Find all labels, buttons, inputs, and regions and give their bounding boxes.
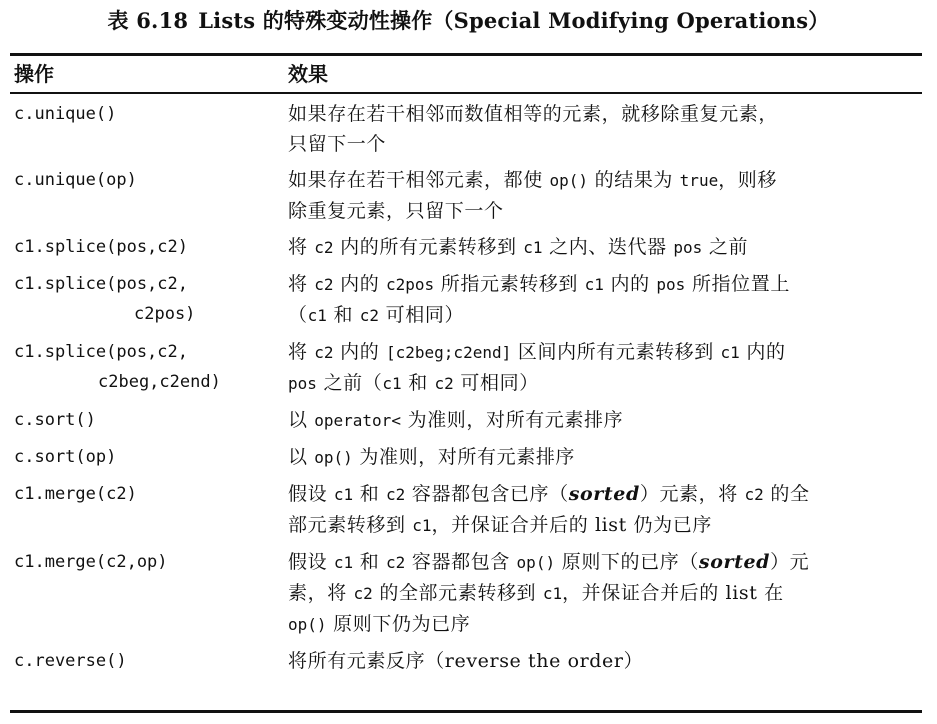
operation-cell <box>10 646 288 676</box>
code-text: c2 <box>314 238 334 257</box>
code-text: c2 <box>314 343 334 362</box>
effect-text: 除重复元素，只留下一个 <box>288 200 504 222</box>
operation-cell <box>10 232 288 262</box>
operation-cell <box>10 442 288 472</box>
effect-text: 内的所有元素转移到 <box>333 236 524 258</box>
effect-cell <box>288 442 922 473</box>
effect-text: 只留下一个 <box>288 133 387 155</box>
table-row <box>10 402 922 439</box>
effect-text: ）元素，将 <box>639 483 745 505</box>
effect-line <box>288 405 918 436</box>
operation-text: c.sort(op) <box>14 447 117 467</box>
code-text: c1 <box>584 275 604 294</box>
code-text: op() <box>516 553 556 572</box>
table-header-rule <box>10 92 922 94</box>
table-caption-number: 表 6.18 <box>107 8 189 33</box>
effect-cell <box>288 165 922 226</box>
table-top-rule <box>10 53 922 56</box>
effect-text: 为准则，对所有元素排序 <box>352 446 576 468</box>
code-text: pos <box>288 374 317 393</box>
effect-text: （ <box>288 304 308 326</box>
effect-text: 部元素转移到 <box>288 514 413 536</box>
code-text: c2 <box>744 485 764 504</box>
effect-line <box>288 300 918 331</box>
operation-cell <box>10 547 288 577</box>
effect-text: ，并保证合并后的 list 在 <box>562 582 784 604</box>
effect-text: 内的 <box>333 273 386 295</box>
effect-text: 原则下的已序（ <box>555 551 699 573</box>
header-operation: 操作 <box>14 62 54 86</box>
operation-cell <box>10 337 288 397</box>
effect-text: 可相同） <box>453 372 539 394</box>
effect-cell <box>288 646 922 676</box>
table-bottom-rule <box>10 710 922 713</box>
effect-line <box>288 165 918 196</box>
operation-text: c1.merge(c2) <box>14 484 137 504</box>
effect-text: 内的 <box>333 341 386 363</box>
effect-line <box>288 99 918 129</box>
effect-cell <box>288 337 922 399</box>
effect-text: 之内、迭代器 <box>542 236 674 258</box>
effect-cell <box>288 269 922 331</box>
code-text: op() <box>549 171 588 190</box>
code-text: c1 <box>523 238 543 257</box>
code-text: c2 <box>434 374 454 393</box>
effect-text: 容器都包含 <box>405 551 517 573</box>
effect-text: ，则移 <box>718 169 778 191</box>
code-text: [c2beg;c2end] <box>386 343 512 362</box>
effect-text: 和 <box>353 483 386 505</box>
operation-text: c.unique(op) <box>14 170 137 190</box>
header-effect: 效果 <box>288 62 328 86</box>
effect-text: 容器都包含已序（ <box>405 483 569 505</box>
effect-text: 之前（ <box>316 372 383 394</box>
effect-line <box>288 129 918 159</box>
effect-text: sorted <box>698 551 771 573</box>
code-text: op() <box>288 615 327 634</box>
effect-text: 和 <box>353 551 386 573</box>
effect-line <box>288 510 918 541</box>
effect-cell <box>288 232 922 263</box>
effect-text: ）元 <box>770 551 810 573</box>
operation-cell <box>10 479 288 509</box>
effect-text: 原则下仍为已序 <box>326 613 471 635</box>
effect-line <box>288 368 918 399</box>
code-text: c1 <box>382 374 402 393</box>
effect-text: 和 <box>401 372 435 394</box>
effect-text: 的全 <box>763 483 810 505</box>
effect-text: 假设 <box>288 483 334 505</box>
table-row <box>10 96 922 162</box>
code-text: op() <box>314 448 353 467</box>
effect-line <box>288 337 918 368</box>
code-text: c2 <box>386 485 406 504</box>
effect-line <box>288 196 918 226</box>
effect-text: 将 <box>288 341 315 363</box>
effect-cell <box>288 405 922 436</box>
effect-text: 的全部元素转移到 <box>372 582 543 604</box>
table-row <box>10 266 922 334</box>
table-header-row <box>10 57 922 91</box>
operation-text: c1.splice(pos,c2) <box>14 237 188 257</box>
code-text: true <box>679 171 719 190</box>
table-caption <box>0 6 937 36</box>
table-row <box>10 334 922 402</box>
effect-text: 将 <box>288 273 315 295</box>
code-text: pos <box>673 238 703 257</box>
effect-text: 如果存在若干相邻而数值相等的元素，就移除重复元素， <box>288 103 779 125</box>
effect-text: 将所有元素反序（reverse the order） <box>288 650 644 672</box>
effect-text: ，并保证合并后的 list 仍为已序 <box>431 514 712 536</box>
operation-text: c2beg,c2end) <box>98 372 221 392</box>
code-text: c2 <box>359 306 380 325</box>
operation-cell <box>10 405 288 435</box>
table-row <box>10 544 922 643</box>
operation-text: c.sort() <box>14 410 96 430</box>
operation-text: c1.merge(c2,op) <box>14 552 168 572</box>
operation-cell <box>10 99 288 129</box>
effect-cell <box>288 99 922 159</box>
effect-line <box>288 609 918 640</box>
operation-cell <box>10 165 288 195</box>
code-text: c2 <box>353 584 373 603</box>
effect-text: 素，将 <box>288 582 354 604</box>
effect-text: 如果存在若干相邻元素，都使 <box>288 169 550 191</box>
effect-line <box>288 479 918 510</box>
effect-text: 将 <box>288 236 315 258</box>
effect-line <box>288 547 918 578</box>
table-row <box>10 162 922 229</box>
table-row <box>10 439 922 476</box>
code-text: c2 <box>386 553 406 572</box>
operation-cell <box>10 269 288 329</box>
code-text: c2 <box>314 275 334 294</box>
effect-text: 可相同） <box>379 304 465 326</box>
operation-text: c.unique() <box>14 104 117 124</box>
operation-text: c.reverse() <box>14 651 127 671</box>
effect-text: 为准则，对所有元素排序 <box>400 409 624 431</box>
table-row <box>10 229 922 266</box>
operation-text: c1.splice(pos,c2, <box>14 274 188 294</box>
effect-cell <box>288 479 922 541</box>
effect-line <box>288 442 918 473</box>
effect-line <box>288 578 918 609</box>
code-text: c1 <box>542 584 563 603</box>
effect-line <box>288 646 918 676</box>
code-text: c1 <box>720 343 740 362</box>
code-text: c2pos <box>386 275 435 294</box>
code-text: c1 <box>333 485 354 504</box>
code-text: c1 <box>412 516 432 535</box>
effect-text: 所指元素转移到 <box>434 273 585 295</box>
code-text: c1 <box>333 553 354 572</box>
effect-text: 假设 <box>288 551 334 573</box>
effect-text: 内的 <box>603 273 657 295</box>
effect-text: 以 <box>288 409 315 431</box>
effect-text: 以 <box>288 446 315 468</box>
code-text: operator< <box>314 411 401 430</box>
table-row <box>10 476 922 544</box>
table-caption-text: Lists 的特殊变动性操作（Special Modifying Operations） <box>198 8 830 33</box>
table-row <box>10 643 922 679</box>
code-text: c1 <box>307 306 327 325</box>
operation-text: c1.splice(pos,c2, <box>14 342 188 362</box>
operation-text: c2pos) <box>134 304 196 324</box>
table-body <box>10 96 922 679</box>
effect-text: 内的 <box>739 341 786 363</box>
effect-text: sorted <box>568 483 640 505</box>
effect-text: 和 <box>326 304 360 326</box>
effect-text: 之前 <box>702 236 749 258</box>
code-text: pos <box>656 275 686 294</box>
effect-cell <box>288 547 922 640</box>
effect-line <box>288 269 918 300</box>
effect-text: 的结果为 <box>587 169 680 191</box>
effect-line <box>288 232 918 263</box>
effect-text: 区间内所有元素转移到 <box>511 341 721 363</box>
effect-text: 所指位置上 <box>685 273 790 295</box>
